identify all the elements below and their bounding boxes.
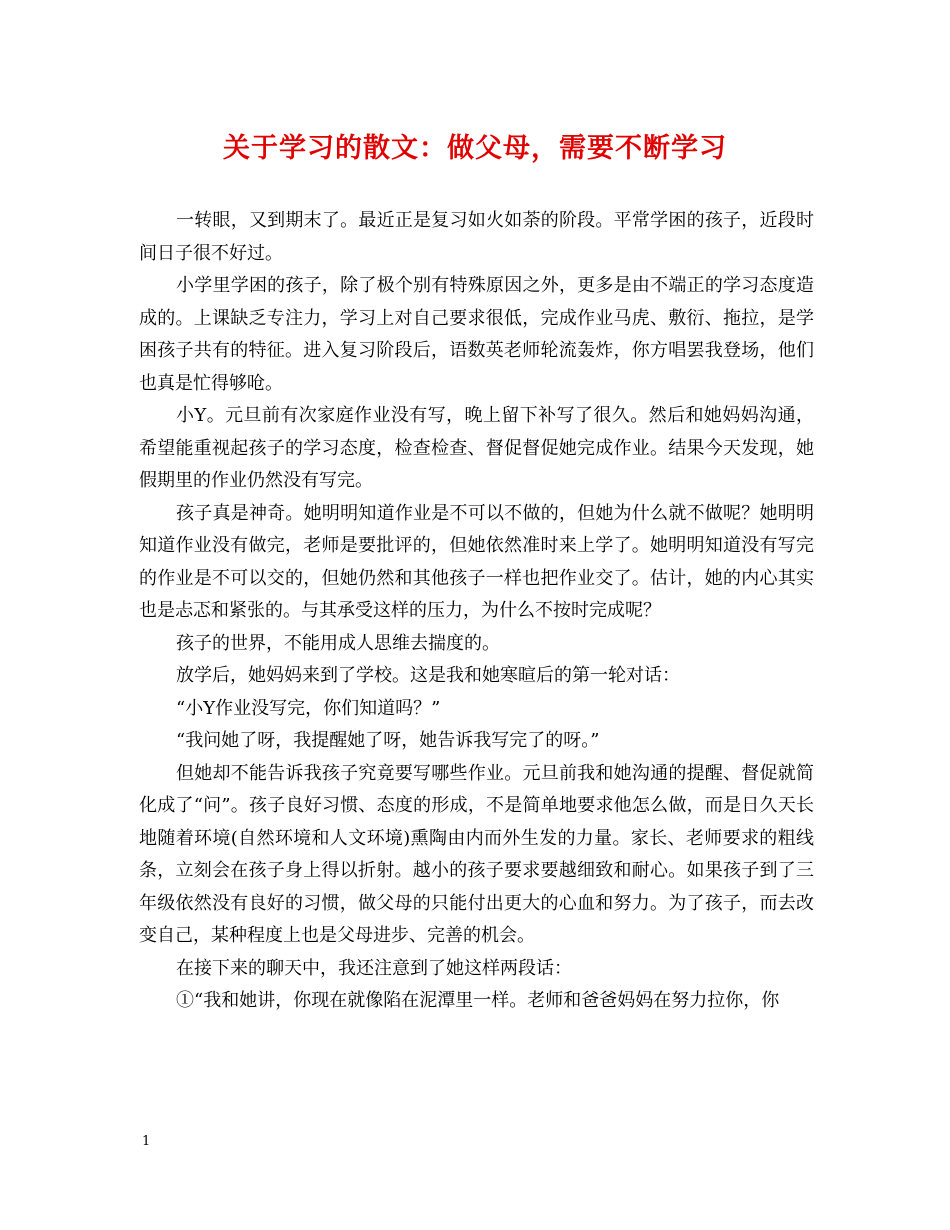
paragraph: 一转眼，又到期末了。最近正是复习如火如荼的阶段。平常学困的孩子，近段时间日子很不好过。 bbox=[139, 210, 814, 264]
paragraph: 小Y。元旦前有次家庭作业没有写，晚上留下补写了很久。然后和她妈妈沟通，希望能重视起孩子的学习态度，检查检查、督促督促她完成作业。结果今天发现，她假期里的作业仍然没有写完。 bbox=[139, 405, 814, 491]
paragraph: 放学后，她妈妈来到了学校。这是我和她寒暄后的第一轮对话： bbox=[176, 665, 680, 686]
paragraph: 孩子真是神奇。她明明知道作业是不可以不做的，但她为什么就不做呢？她明明知道作业没有做完，老师是要批评的，但她依然准时来上学了。她明明知道没有写完的作业是不可以交的，但她仍然和其他孩子一样也把作业交了。估计，她的内心其实也是忐忑和紧张的。与其承受这样的压力，为什么不按时完成呢？ bbox=[139, 502, 814, 621]
paragraph: 但她却不能告诉我孩子究竟要写哪些作业。元旦前我和她沟通的提醒、督促就简化成了“问”。孩子良好习惯、态度的形成，不是简单地要求他怎么做，而是日久天长地随着环境(自然环境和人文环境)熏陶由内而外生发的力量。家长、老师要求的粗线条，立刻会在孩子身上得以折射。越小的孩子要求要越细致和耐心。如果孩子到了三年级依然没有良好的习惯，做父母的只能付出更大的心血和努力。为了孩子，而去改变自己，某种程度上也是父母进步、完善的机会。 bbox=[139, 762, 814, 946]
document-body bbox=[139, 205, 814, 1018]
paragraph: 孩子的世界，不能用成人思维去揣度的。 bbox=[176, 632, 500, 654]
paragraph: ①“我和她讲，你现在就像陷在泥潭里一样。老师和爸爸妈妈在努力拉你，你 bbox=[176, 990, 780, 1011]
quote-paragraph: “小Y作业没写完，你们知道吗？” bbox=[176, 697, 441, 719]
paragraph: 小学里学困的孩子，除了极个别有特殊原因之外，更多是由不端正的学习态度造成的。上课缺乏专注力，学习上对自己要求很低，完成作业马虎、敷衍、拖拉，是学困孩子共有的特征。进入复习阶段后，语数英老师轮流轰炸，你方唱罢我登场，他们也真是忙得够呛。 bbox=[139, 275, 814, 394]
document-title: 关于学习的散文：做父母，需要不断学习 bbox=[223, 133, 727, 164]
quote-paragraph: “我问她了呀，我提醒她了呀，她告诉我写完了的呀。” bbox=[176, 730, 600, 751]
page-number: 1 bbox=[142, 1134, 151, 1149]
paragraph: 在接下来的聊天中，我还注意到了她这样两段话： bbox=[176, 957, 572, 979]
